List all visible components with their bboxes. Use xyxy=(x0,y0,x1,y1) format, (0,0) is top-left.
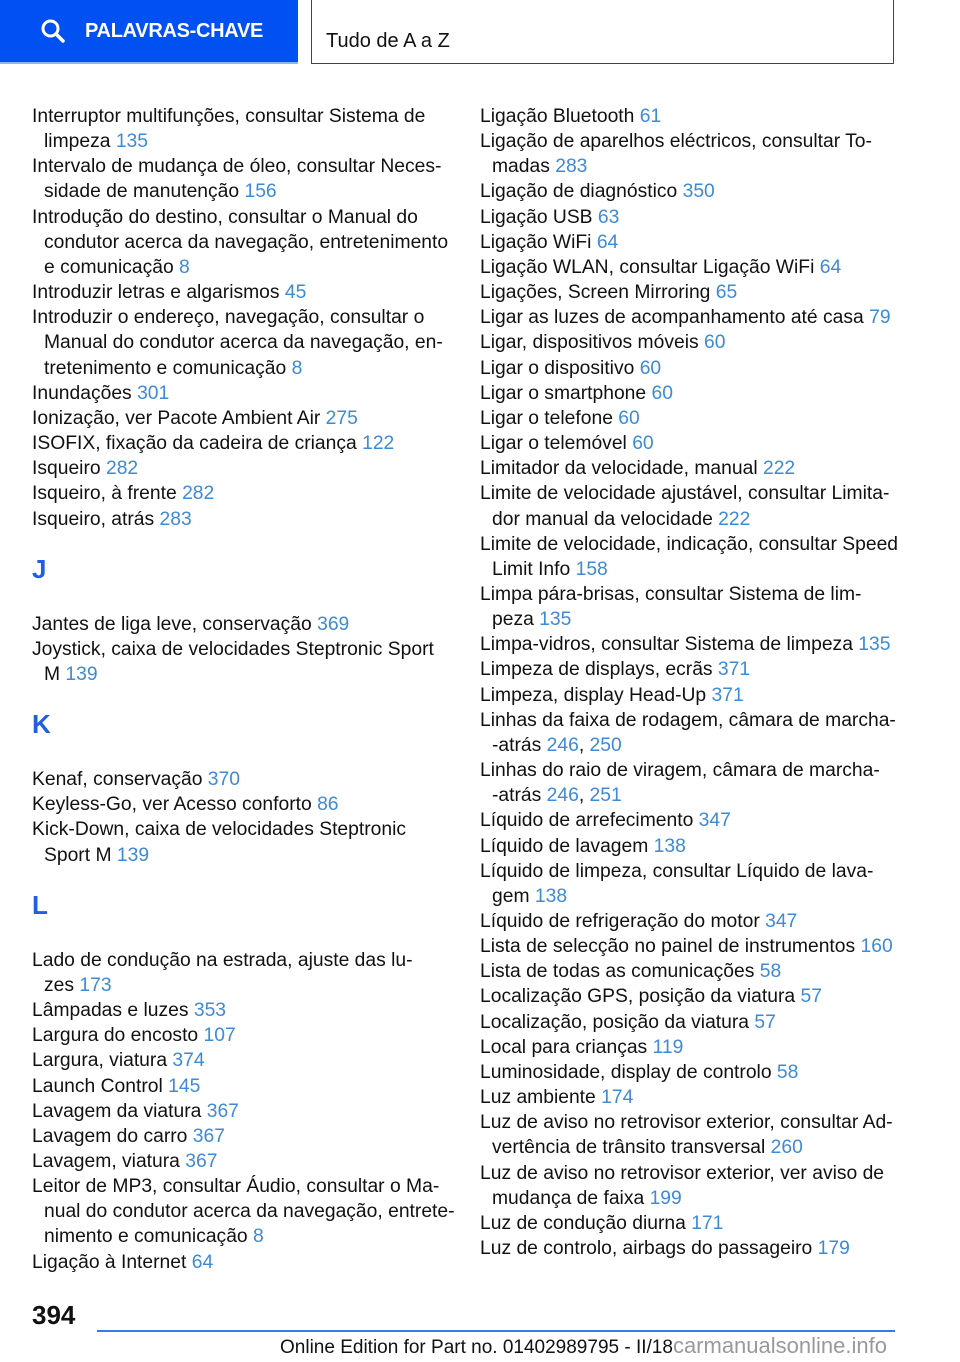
index-entry xyxy=(480,834,910,859)
index-entry xyxy=(32,406,462,431)
index-entry xyxy=(32,205,462,280)
page-link[interactable]: 179 xyxy=(817,1238,850,1260)
watermark: carmanualsonline.info xyxy=(672,1333,887,1358)
page-link[interactable]: 367 xyxy=(192,1125,225,1147)
page-number: 394 xyxy=(32,1300,76,1330)
index-entry xyxy=(480,909,910,934)
index-entry xyxy=(480,532,910,582)
entry-text: Limite de velocidade, indicação, consultar Speed Limit Info xyxy=(480,533,899,580)
index-column-left xyxy=(32,104,462,1275)
index-entry xyxy=(480,356,910,381)
page-link[interactable]: 58 xyxy=(776,1061,799,1083)
page-link[interactable]: 139 xyxy=(65,663,98,685)
entry-text: Ligar, dispositivos móveis xyxy=(480,332,699,354)
page-link[interactable]: 135 xyxy=(115,131,148,153)
entry-text: Limite de velocidade ajustável, consultar Limita- dor manual da velocidade xyxy=(480,483,890,530)
entry-text: Lado de condução na estrada, ajuste das lu- zes xyxy=(32,949,413,996)
index-entry xyxy=(480,456,910,481)
index-entry xyxy=(32,767,462,792)
entry-text: Linhas da faixa de rodagem, câmara de marcha- -atrás xyxy=(480,709,896,756)
index-entry xyxy=(32,948,462,998)
page-link[interactable]: 135 xyxy=(858,634,891,656)
page-link[interactable]: 174 xyxy=(601,1087,634,1109)
page-link[interactable]: 350 xyxy=(682,181,715,203)
page-link[interactable]: 251 xyxy=(589,785,622,807)
entry-text: Isqueiro, atrás xyxy=(32,508,155,530)
page-link[interactable]: 283 xyxy=(555,156,588,178)
index-entry xyxy=(32,1023,462,1048)
search-icon xyxy=(40,18,66,44)
page-link[interactable]: 282 xyxy=(105,458,139,480)
a-to-z-tab[interactable] xyxy=(311,0,894,64)
entry-text: Jantes de liga leve, conservação xyxy=(32,613,312,635)
entry-text: Joystick, caixa de velocidades Steptronic Sport M xyxy=(32,638,434,685)
page-link[interactable]: 60 xyxy=(703,332,726,354)
page-link[interactable]: 63 xyxy=(597,206,620,228)
entry-text: Limpeza de displays, ecrãs xyxy=(480,659,713,681)
index-entry xyxy=(32,1124,462,1149)
index-entry xyxy=(32,1048,462,1073)
index-entry xyxy=(480,230,910,255)
page-link[interactable]: 367 xyxy=(206,1100,239,1122)
index-entry xyxy=(480,129,910,179)
index-entry xyxy=(480,1010,910,1035)
page-link[interactable]: 65 xyxy=(715,282,738,304)
page-link[interactable]: 283 xyxy=(159,508,192,530)
page-link[interactable]: 58 xyxy=(759,961,782,983)
entry-text: Luz ambiente xyxy=(480,1087,596,1109)
page-link[interactable]: 139 xyxy=(116,844,150,866)
index-entry xyxy=(480,1110,910,1160)
entry-text: Ionização, ver Pacote Ambient Air xyxy=(32,407,321,429)
page-link[interactable]: 156 xyxy=(244,181,277,203)
index-entry xyxy=(480,104,910,129)
entry-text: Limpeza, display Head-Up xyxy=(480,684,707,706)
page-link[interactable]: 138 xyxy=(534,885,568,907)
entry-text: Limpa pára-brisas, consultar Sistema de lim- peza xyxy=(480,583,862,631)
entry-text: Ligar as luzes de acompanhamento até casa xyxy=(480,307,864,329)
entry-text: Luz de condução diurna xyxy=(480,1212,686,1234)
page-link[interactable]: 160 xyxy=(860,936,893,958)
entry-text: Ligação à Internet xyxy=(32,1251,187,1273)
page-link[interactable]: 353 xyxy=(193,1000,227,1022)
index-entry xyxy=(480,305,910,330)
index-entry xyxy=(480,205,910,230)
index-entry xyxy=(480,859,910,909)
keywords-tab[interactable] xyxy=(0,0,298,64)
page-link[interactable]: 347 xyxy=(698,810,731,832)
entry-text: Lâmpadas e luzes xyxy=(32,1000,189,1022)
entry-text: Isqueiro xyxy=(32,458,101,480)
index-entry xyxy=(480,406,910,431)
page-link[interactable]: 79 xyxy=(869,307,891,329)
index-entry xyxy=(480,1236,910,1261)
entry-text: ISOFIX, fixação da cadeira de criança xyxy=(32,433,357,455)
entry-text: Isqueiro, à frente xyxy=(32,483,177,505)
entry-text: Luz de aviso no retrovisor exterior, ver aviso de mudança de faixa xyxy=(480,1162,885,1209)
entry-text: Keyless-Go, ver Acesso conforto xyxy=(32,794,312,816)
section-letter: K xyxy=(32,709,51,740)
page-link[interactable]: 86 xyxy=(317,794,339,816)
page-link[interactable]: 275 xyxy=(325,407,358,429)
index-entry xyxy=(32,431,462,456)
entry-text: Kenaf, conservação xyxy=(32,769,203,791)
index-entry xyxy=(480,959,910,984)
entry-text: Limpa-vidros, consultar Sistema de limpeza xyxy=(480,634,853,656)
index-entry: Linhas do raio de viragem, câmara de marcha- -atrás 246, 251 xyxy=(480,760,880,807)
index-entry xyxy=(480,179,910,204)
page-link[interactable]: 370 xyxy=(207,769,240,791)
page-link[interactable]: 8 xyxy=(291,357,303,379)
entry-text: Kick-Down, caixa de velocidades Steptronic Sport M xyxy=(32,819,407,866)
section-letter: L xyxy=(32,889,48,920)
index-entry xyxy=(480,1211,910,1236)
index-entry xyxy=(32,1174,462,1249)
index-entry xyxy=(480,381,910,406)
page-link[interactable]: 135 xyxy=(539,609,572,631)
index-entry xyxy=(32,154,462,204)
entry-text: Linhas do raio de viragem, câmara de marcha- -atrás xyxy=(480,760,880,807)
footer-divider xyxy=(97,1330,895,1332)
page-link[interactable]: 8 xyxy=(253,1226,264,1248)
index-entry xyxy=(480,1035,910,1060)
page-link[interactable]: 45 xyxy=(284,282,307,304)
entry-text: Ligação Bluetooth xyxy=(480,106,635,127)
entry-text: Ligação WLAN, consultar Ligação WiFi xyxy=(480,256,815,278)
entry-text: Launch Control xyxy=(32,1075,163,1097)
page-link[interactable]: 371 xyxy=(711,684,744,706)
page-link[interactable]: 158 xyxy=(575,558,608,580)
page-link[interactable]: 173 xyxy=(79,974,112,996)
entry-text: Local para crianças xyxy=(480,1036,648,1058)
entry-text: Lavagem da viatura xyxy=(32,1100,202,1122)
page-link[interactable]: 138 xyxy=(653,835,686,857)
page-link[interactable]: 250 xyxy=(589,734,622,756)
entry-text: Lista de todas as comunicações xyxy=(480,961,755,983)
entry-text: Luz de aviso no retrovisor exterior, consultar Ad- vertência de trânsito transversal xyxy=(480,1112,893,1159)
page-link[interactable]: 145 xyxy=(168,1075,201,1097)
entry-text: Largura do encosto xyxy=(32,1025,199,1047)
index-entry xyxy=(480,632,910,657)
edition-text: Online Edition for Part no. 01402989795 - II/18 xyxy=(280,1337,673,1358)
page-link[interactable]: 8 xyxy=(179,256,190,278)
index-entry xyxy=(32,792,462,817)
entry-text: Interruptor multifunções, consultar Sistema de limpeza xyxy=(32,106,426,153)
entry-text: Intervalo de mudança de óleo, consultar Neces- sidade de manutenção xyxy=(32,156,442,203)
index-entry: Linhas da faixa de rodagem, câmara de marcha- -atrás 246, 250 xyxy=(480,709,896,756)
entry-text: Ligar o dispositivo xyxy=(480,357,635,379)
entry-text: Lavagem, viatura xyxy=(32,1151,180,1172)
index-entry xyxy=(32,1149,462,1174)
entry-text: Introduzir letras e algarismos xyxy=(32,282,280,304)
entry-text: Introduzir o endereço, navegação, consultar o Manual do condutor acerca da navegação, en- tretenimento e comunicação xyxy=(32,307,443,379)
entry-text: Lavagem do carro xyxy=(32,1125,188,1147)
index-column-right xyxy=(480,104,910,1261)
page-link[interactable]: 246 xyxy=(546,734,579,756)
index-entry xyxy=(480,1060,910,1085)
page-link[interactable]: 347 xyxy=(765,911,798,932)
index-entry xyxy=(32,104,462,154)
entry-text: Lista de selecção no painel de instrumentos xyxy=(480,936,856,958)
index-entry xyxy=(480,431,910,456)
entry-text: Líquido de refrigeração do motor xyxy=(480,911,760,932)
page-link[interactable]: 119 xyxy=(652,1036,684,1058)
entry-text: Luz de controlo, airbags do passageiro xyxy=(480,1238,813,1260)
index-entry xyxy=(480,582,910,632)
index-entry xyxy=(480,657,910,682)
page-link[interactable]: 222 xyxy=(762,458,796,480)
entry-text: Ligar o telemóvel xyxy=(480,433,627,455)
index-entry xyxy=(480,280,910,305)
index-entry xyxy=(32,456,462,481)
entry-text: Localização, posição da viatura xyxy=(480,1011,750,1033)
page-link[interactable]: 57 xyxy=(800,986,822,1008)
entry-text: Leitor de MP3, consultar Áudio, consultar o Ma- nual do condutor acerca da navegação, entrete- nimento e comunicação xyxy=(32,1176,455,1248)
page-link[interactable]: 64 xyxy=(596,231,619,253)
page-link[interactable]: 122 xyxy=(362,433,395,455)
page-link[interactable]: 171 xyxy=(691,1212,724,1234)
page-link[interactable]: 371 xyxy=(717,659,751,681)
page-link[interactable]: 64 xyxy=(191,1251,214,1273)
page-link[interactable]: 60 xyxy=(632,433,654,455)
index-entry xyxy=(480,255,910,280)
page-link[interactable]: 60 xyxy=(639,357,662,379)
a-to-z-tab-label: Tudo de A a Z xyxy=(326,30,450,52)
index-entry xyxy=(32,1250,462,1275)
page-link[interactable]: 60 xyxy=(618,407,640,429)
index-entry xyxy=(480,330,910,355)
page-link[interactable]: 60 xyxy=(651,382,673,404)
entry-text: Ligação WiFi xyxy=(480,231,592,253)
entry-text: Líquido de limpeza, consultar Líquido de lava- gem xyxy=(480,860,874,907)
page-link[interactable]: 301 xyxy=(137,382,170,404)
entry-text: Ligação de aparelhos eléctricos, consultar To- madas xyxy=(480,131,872,178)
index-entry xyxy=(480,984,910,1009)
page-link[interactable]: 367 xyxy=(185,1151,218,1172)
entry-text: Ligar o telefone xyxy=(480,407,613,429)
index-entry xyxy=(32,998,462,1023)
page-link[interactable]: 107 xyxy=(203,1025,236,1047)
index-entry xyxy=(480,1161,910,1211)
entry-text: Largura, viatura xyxy=(32,1050,168,1072)
entry-text: Líquido de arrefecimento xyxy=(480,810,694,832)
page-link[interactable]: 222 xyxy=(718,508,751,530)
page-link[interactable]: 57 xyxy=(754,1011,776,1033)
index-entry xyxy=(480,481,910,531)
index-entry xyxy=(480,808,910,833)
index-entry xyxy=(32,1074,462,1099)
index-entry xyxy=(32,817,462,867)
index-entry xyxy=(32,507,462,532)
index-entry xyxy=(32,612,462,637)
page-link[interactable]: 374 xyxy=(172,1050,205,1072)
page-link[interactable]: 64 xyxy=(819,256,842,278)
index-entry xyxy=(32,1099,462,1124)
index-entry xyxy=(480,934,910,959)
index-entry xyxy=(32,481,462,506)
index-entry xyxy=(480,683,910,708)
page-link[interactable]: 282 xyxy=(182,483,215,505)
index-entry xyxy=(32,280,462,305)
index-entry xyxy=(480,1085,910,1110)
index-entry xyxy=(32,305,462,380)
entry-text: Limitador da velocidade, manual xyxy=(480,458,758,480)
entry-text: Ligação USB xyxy=(480,206,593,228)
keywords-tab-label: PALAVRAS-CHAVE xyxy=(85,19,264,42)
index-entry xyxy=(32,381,462,406)
entry-text: Líquido de lavagem xyxy=(480,835,649,857)
page-link[interactable]: 246 xyxy=(546,785,579,807)
page-link[interactable]: 260 xyxy=(770,1137,803,1159)
index-entry xyxy=(32,637,462,687)
entry-text: Ligar o smartphone xyxy=(480,382,647,404)
entry-text: Ligações, Screen Mirroring xyxy=(480,282,711,304)
entry-text: Localização GPS, posição da viatura xyxy=(480,986,796,1008)
entry-text: Inundações xyxy=(32,382,132,404)
entry-text: Luminosidade, display de controlo xyxy=(480,1061,772,1083)
page-link[interactable]: 369 xyxy=(317,613,350,635)
footer xyxy=(280,1333,887,1359)
page-link[interactable]: 199 xyxy=(649,1187,682,1209)
entry-text: Ligação de diagnóstico xyxy=(480,181,678,203)
entry-text: Introdução do destino, consultar o Manual do condutor acerca da navegação, entretenimento e comunicação xyxy=(32,206,449,278)
page-link[interactable]: 61 xyxy=(639,106,662,127)
section-letter: J xyxy=(32,553,47,584)
